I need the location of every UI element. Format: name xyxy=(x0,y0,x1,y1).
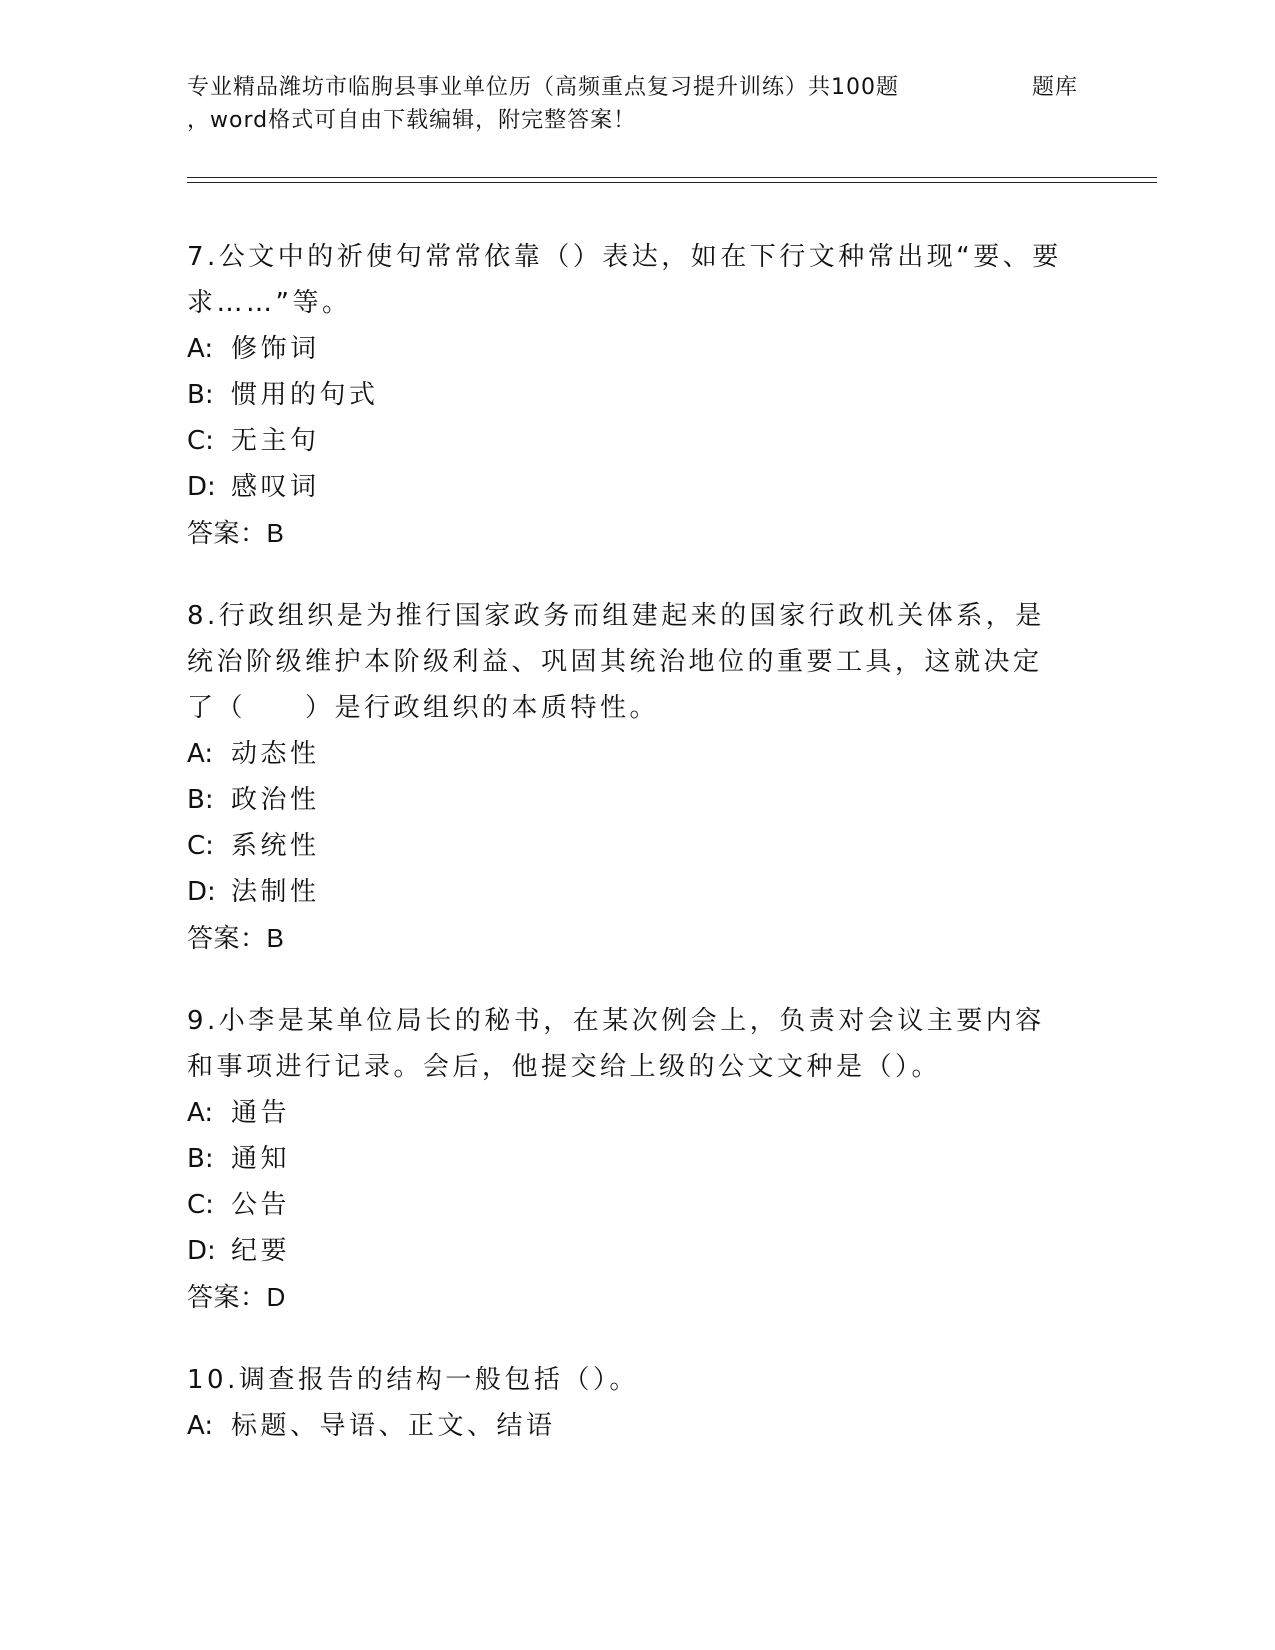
option-text: 惯用的句式 xyxy=(231,380,379,410)
option-text: 公告 xyxy=(231,1190,291,1220)
question-stem: 7.公文中的祈使句常常依靠（）表达，如在下行文种常出现“要、要求……”等。 xyxy=(187,242,1062,318)
option-text: 法制性 xyxy=(231,877,320,907)
option-text: 感叹词 xyxy=(231,472,320,502)
page-header xyxy=(187,72,1157,142)
option-key: A: xyxy=(187,1098,214,1128)
option-text: 政治性 xyxy=(231,785,320,815)
option-key: D: xyxy=(187,877,216,907)
option-text: 动态性 xyxy=(231,739,320,769)
answer-line xyxy=(187,1274,1067,1320)
option-item xyxy=(187,418,1067,464)
option-item xyxy=(187,1228,1067,1274)
option-text: 通告 xyxy=(231,1098,291,1128)
question-item xyxy=(187,593,1067,961)
option-text: 通知 xyxy=(231,1144,291,1174)
answer-line xyxy=(187,915,1067,961)
option-key: A: xyxy=(187,1411,214,1441)
question-list xyxy=(187,234,1067,1486)
answer-label: 答案： xyxy=(187,1282,267,1312)
option-key: B: xyxy=(187,785,214,815)
option-item xyxy=(187,326,1067,372)
option-key: D: xyxy=(187,1236,216,1266)
question-stem: 9.小李是某单位局长的秘书，在某次例会上，负责对会议主要内容和事项进行记录。会后，他提交给上级的公文文种是（）。 xyxy=(187,1006,1045,1082)
answer-value: D xyxy=(266,1282,286,1312)
answer-value: B xyxy=(266,923,285,953)
option-text: 标题、导语、正文、结语 xyxy=(231,1411,556,1441)
question-item xyxy=(187,998,1067,1320)
answer-value: B xyxy=(266,518,285,548)
option-item xyxy=(187,1136,1067,1182)
option-item xyxy=(187,731,1067,777)
option-text: 无主句 xyxy=(231,426,320,456)
question-stem: 8.行政组织是为推行国家政务而组建起来的国家行政机关体系，是统治阶级维护本阶级利益、巩固其统治地位的重要工具，这就决定了（ ）是行政组织的本质特性。 xyxy=(187,601,1045,723)
option-item xyxy=(187,1182,1067,1228)
option-key: D: xyxy=(187,472,216,502)
option-text: 系统性 xyxy=(231,831,320,861)
option-text: 修饰词 xyxy=(231,334,320,364)
option-item xyxy=(187,464,1067,510)
option-item xyxy=(187,372,1067,418)
answer-line xyxy=(187,510,1067,556)
document-subtitle: ，word格式可自由下载编辑，附完整答案！ xyxy=(187,108,637,133)
option-key: C: xyxy=(187,426,214,456)
answer-label: 答案： xyxy=(187,923,267,953)
option-key: C: xyxy=(187,1190,214,1220)
option-item xyxy=(187,777,1067,823)
question-item xyxy=(187,234,1067,556)
option-item xyxy=(187,869,1067,915)
question-stem: 10.调查报告的结构一般包括（）。 xyxy=(187,1365,639,1395)
document-title: 专业精品潍坊市临朐县事业单位历（高频重点复习提升训练）共100题 xyxy=(187,75,899,100)
option-key: B: xyxy=(187,1144,214,1174)
option-key: A: xyxy=(187,334,214,364)
option-item xyxy=(187,1403,1067,1449)
option-item xyxy=(187,823,1067,869)
question-item xyxy=(187,1357,1067,1449)
option-key: A: xyxy=(187,739,214,769)
option-text: 纪要 xyxy=(231,1236,291,1266)
option-key: B: xyxy=(187,380,214,410)
option-item xyxy=(187,1090,1067,1136)
header-divider-bottom xyxy=(187,182,1157,183)
document-tag: 题库 xyxy=(1032,75,1079,100)
option-key: C: xyxy=(187,831,214,861)
answer-label: 答案： xyxy=(187,518,267,548)
header-divider-top xyxy=(187,177,1157,178)
